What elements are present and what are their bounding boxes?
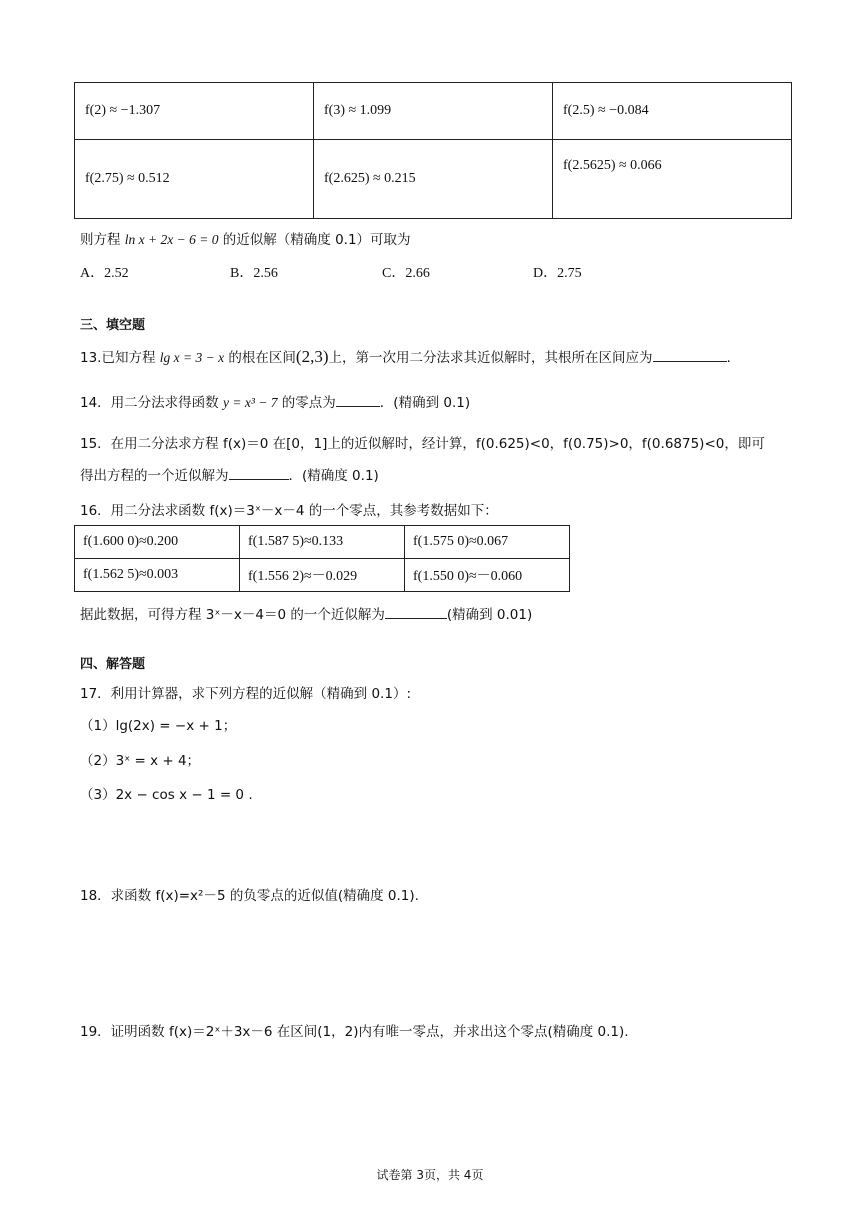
table-cell: f(1.550 0)≈－0.060 xyxy=(405,559,570,592)
question-14 xyxy=(80,391,470,411)
question-16-stem: 16．用二分法求函数 f(x)＝3ˣ－x－4 的一个零点，其参考数据如下： xyxy=(80,503,498,519)
q13-interval: (2,3) xyxy=(295,347,329,366)
table-cell: f(1.575 0)≈0.067 xyxy=(405,526,570,559)
q12-prefix: 则方程 xyxy=(80,232,121,248)
question-12-stem xyxy=(80,228,411,248)
choice-c: C．2.66 xyxy=(382,266,430,281)
table-cell: f(2.5) ≈ −0.084 xyxy=(553,83,792,140)
q13-prefix: 已知方程 xyxy=(101,350,156,366)
table-cell: f(1.600 0)≈0.200 xyxy=(75,526,240,559)
question-16-answer-line xyxy=(80,603,532,623)
question-18: 18．求函数 f(x)=x²－5 的负零点的近似值(精确度 0.1). xyxy=(80,888,419,904)
question-15-line-2 xyxy=(80,464,379,484)
answer-blank[interactable] xyxy=(385,604,447,619)
q13-number: 13. xyxy=(80,350,102,366)
table-row xyxy=(75,559,570,592)
question-13 xyxy=(80,346,731,367)
q14-prefix: 用二分法求得函数 xyxy=(110,395,219,411)
answer-blank[interactable] xyxy=(653,347,727,362)
table-row xyxy=(75,526,570,559)
q13-mid: 的根在区间 xyxy=(228,350,296,366)
q13-end: . xyxy=(726,350,731,366)
table-cell xyxy=(553,140,792,219)
q13-equation: lg x = 3 − x xyxy=(159,350,225,365)
values-table-1 xyxy=(74,82,792,219)
table-cell-text: f(2.5625) ≈ 0.066 xyxy=(563,158,662,173)
choice-a: A．2.52 xyxy=(80,266,129,281)
q15-suffix: ．(精确度 0.1) xyxy=(288,468,379,484)
q16-prefix: 据此数据，可得方程 3ˣ－x－4＝0 的一个近似解为 xyxy=(80,607,385,623)
question-15-line-1: 15．在用二分法求方程 f(x)＝0 在[0，1]上的近似解时，经计算，f(0.625)<0，f(0.75)>0，f(0.6875)<0，即可 xyxy=(80,436,765,452)
question-17-stem: 17．利用计算器，求下列方程的近似解（精确到 0.1）: xyxy=(80,686,411,702)
table-cell: f(1.587 5)≈0.133 xyxy=(240,526,405,559)
section-heading-solutions: 四、解答题 xyxy=(80,657,146,672)
table-cell: f(1.556 2)≈－0.029 xyxy=(240,559,405,592)
q12-suffix: 的近似解（精确度 0.1）可取为 xyxy=(222,232,411,248)
q13-suffix: 上，第一次用二分法求其近似解时，其根所在区间应为 xyxy=(328,350,653,366)
table-row xyxy=(75,83,792,140)
question-19: 19．证明函数 f(x)＝2ˣ＋3x－6 在区间(1，2)内有唯一零点，并求出这个零点(精确度 0.1). xyxy=(80,1024,629,1040)
choice-d: D．2.75 xyxy=(533,266,582,281)
q12-equation: ln x + 2x − 6 = 0 xyxy=(124,232,219,247)
q14-equation: y = x³ − 7 xyxy=(222,395,278,410)
q14-number: 14． xyxy=(80,395,111,411)
q15-prefix: 得出方程的一个近似解为 xyxy=(80,468,229,484)
question-17-part-1: （1）lg(2x) = −x + 1； xyxy=(80,718,237,734)
table-cell: f(2.625) ≈ 0.215 xyxy=(314,140,553,219)
section-heading-fill-in: 三、填空题 xyxy=(80,318,146,333)
q16-suffix: (精确到 0.01) xyxy=(446,607,533,623)
answer-blank[interactable] xyxy=(336,392,380,407)
reference-data-table xyxy=(74,525,570,592)
page-footer: 试卷第 3页，共 4页 xyxy=(376,1168,484,1182)
table-cell: f(2.75) ≈ 0.512 xyxy=(75,140,314,219)
table-cell: f(3) ≈ 1.099 xyxy=(314,83,553,140)
question-17-part-2: （2）3ˣ = x + 4； xyxy=(80,753,201,769)
table-cell: f(1.562 5)≈0.003 xyxy=(75,559,240,592)
answer-blank[interactable] xyxy=(229,465,289,480)
question-17-part-3: （3）2x − cos x − 1 = 0 . xyxy=(80,787,253,803)
q14-end: ．(精确到 0.1) xyxy=(379,395,471,411)
choice-b: B．2.56 xyxy=(230,266,278,281)
table-cell: f(2) ≈ −1.307 xyxy=(75,83,314,140)
q14-suffix: 的零点为 xyxy=(281,395,336,411)
table-row xyxy=(75,140,792,219)
